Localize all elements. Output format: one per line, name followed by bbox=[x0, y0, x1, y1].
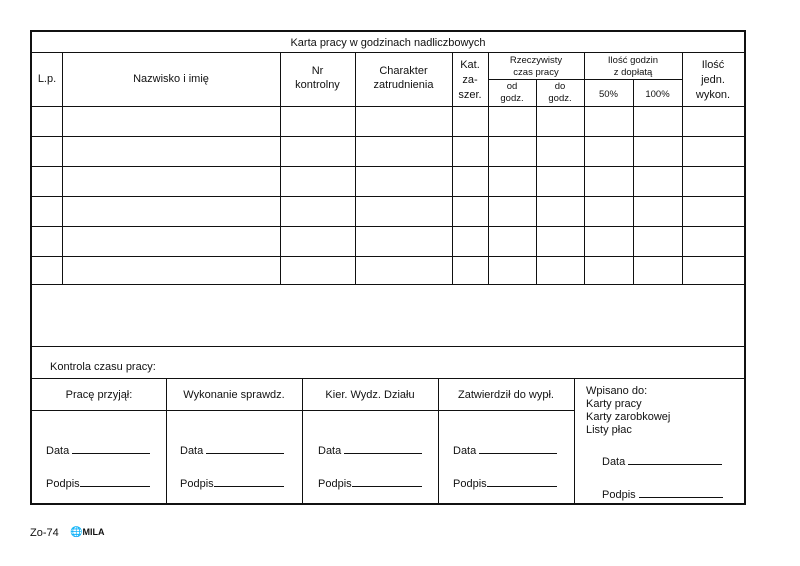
col-ilosc-jedn-header-line3: wykon. bbox=[695, 89, 731, 101]
col-ilosc-jedn-header-line2: jedn. bbox=[701, 74, 725, 86]
col-name-header: Nazwisko i imię bbox=[133, 73, 209, 85]
wpisano-line1: Wpisano do: bbox=[586, 385, 648, 397]
signoff-col2-header: Wykonanie sprawdz. bbox=[183, 389, 285, 401]
col-ilosc-godzin-header-line1: Ilość godzin bbox=[607, 55, 659, 66]
col-od-header-line2: godz. bbox=[500, 93, 524, 104]
globe-icon: 🌐 bbox=[70, 527, 83, 538]
signoff-col2-data[interactable] bbox=[180, 443, 284, 458]
col-rzeczywisty-header-line1: Rzeczywisty bbox=[509, 55, 563, 66]
brand-name: MILA bbox=[82, 527, 105, 537]
podpis-label: Podpis bbox=[180, 478, 214, 490]
wpisano-line4: Listy płac bbox=[586, 424, 632, 436]
col-rzeczywisty-header-line2: czas pracy bbox=[513, 67, 559, 78]
kontrola-czasu-label: Kontrola czasu pracy: bbox=[50, 361, 156, 373]
signoff-col4-header: Zatwierdził do wypł. bbox=[458, 389, 554, 401]
col-nr-header-line1: Nr bbox=[311, 65, 324, 77]
brand-logo bbox=[70, 527, 104, 538]
signoff-col1-data[interactable] bbox=[46, 443, 150, 458]
col-100-header: 100% bbox=[645, 89, 670, 100]
signoff-col4-data[interactable] bbox=[453, 443, 557, 458]
podpis-label: Podpis bbox=[602, 489, 636, 501]
col-od-header-line1: od bbox=[506, 81, 518, 92]
signoff-col3-data[interactable] bbox=[318, 443, 422, 458]
signoff-col3-header: Kier. Wydz. Działu bbox=[325, 389, 415, 401]
signoff-col1-podpis[interactable] bbox=[46, 476, 150, 491]
signoff-col2-podpis[interactable] bbox=[180, 476, 284, 491]
podpis-label: Podpis bbox=[318, 478, 352, 490]
col-charakter-header-line2: zatrudnienia bbox=[373, 79, 434, 91]
form-title: Karta pracy w godzinach nadliczbowych bbox=[290, 37, 486, 49]
form-code: Zo-74 bbox=[30, 527, 59, 539]
signoff-col4-podpis[interactable] bbox=[453, 476, 557, 491]
col-kat-header-line3: szer. bbox=[458, 89, 482, 101]
wpisano-line2: Karty pracy bbox=[586, 398, 642, 410]
overtime-work-card bbox=[30, 30, 746, 505]
podpis-label: Podpis bbox=[453, 478, 487, 490]
col-kat-header-line2: za- bbox=[462, 74, 478, 86]
signoff-col1-header: Pracę przyjął: bbox=[65, 389, 133, 401]
col-ilosc-godzin-header-line2: z dopłatą bbox=[613, 67, 653, 78]
col-50-header: 50% bbox=[598, 89, 618, 100]
wpisano-podpis[interactable] bbox=[602, 487, 723, 502]
data-label: Data bbox=[46, 445, 70, 457]
data-label: Data bbox=[180, 445, 204, 457]
col-nr-header-line2: kontrolny bbox=[295, 79, 340, 91]
wpisano-line3: Karty zarobkowej bbox=[586, 411, 671, 423]
data-label: Data bbox=[318, 445, 342, 457]
col-ilosc-jedn-header-line1: Ilość bbox=[701, 59, 725, 71]
col-do-header-line1: do bbox=[554, 81, 566, 92]
col-lp-header: L.p. bbox=[37, 73, 57, 85]
data-label: Data bbox=[602, 456, 626, 468]
wpisano-data[interactable] bbox=[602, 454, 722, 469]
signoff-col3-podpis[interactable] bbox=[318, 476, 422, 491]
col-do-header-line2: godz. bbox=[548, 93, 572, 104]
col-kat-header-line1: Kat. bbox=[460, 59, 480, 71]
data-label: Data bbox=[453, 445, 477, 457]
podpis-label: Podpis bbox=[46, 478, 80, 490]
col-charakter-header-line1: Charakter bbox=[379, 65, 428, 77]
